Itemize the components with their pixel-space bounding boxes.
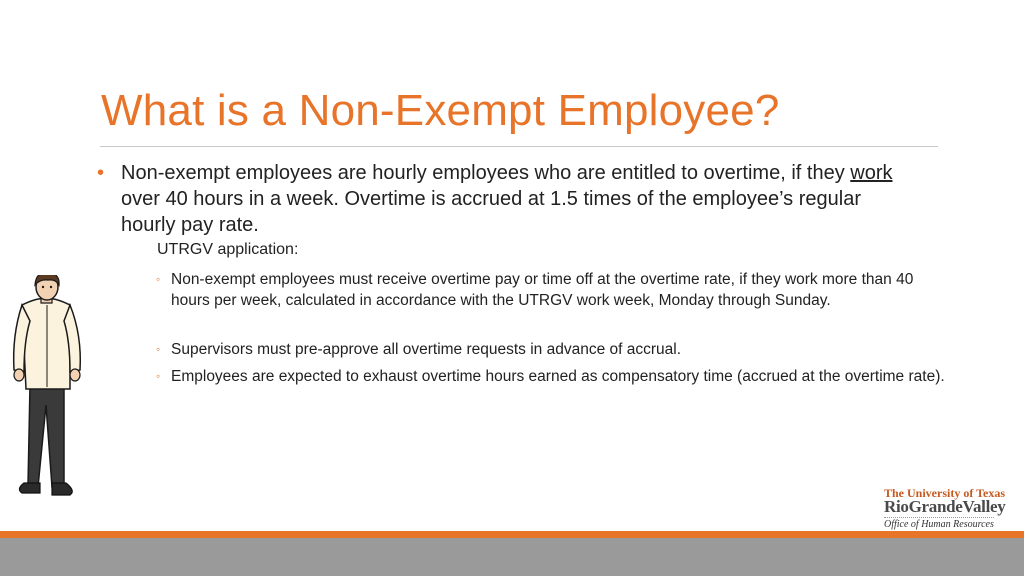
- slide-title: What is a Non-Exempt Employee?: [101, 86, 780, 135]
- logo-campus-text: RioGrandeValley: [884, 497, 1006, 516]
- sub-bullet-icon: ◦: [156, 369, 161, 383]
- main-bullet-text-end: over 40 hours in a week. Overtime is accrued at 1.5 times of the employee’s regular hourly pay rate.: [121, 188, 861, 236]
- utrgv-logo: [884, 486, 1018, 530]
- footer-bar: [0, 538, 1024, 576]
- sub-bullet-icon: ◦: [156, 342, 161, 356]
- sub-heading: UTRGV application:: [157, 241, 299, 258]
- footer-accent-bar: [0, 531, 1024, 538]
- logo-office-text: Office of Human Resources: [884, 519, 994, 530]
- sub-bullet-item: [156, 339, 946, 360]
- title-divider: [100, 146, 938, 147]
- sub-bullet-text: Supervisors must pre-approve all overtime requests in advance of accrual.: [171, 341, 682, 358]
- standing-man-illustration: [8, 275, 88, 505]
- main-bullet-text-start: Non-exempt employees are hourly employees who are entitled to overtime, if they: [121, 162, 851, 184]
- sub-bullet-icon: ◦: [156, 272, 161, 286]
- main-bullet: [97, 160, 921, 238]
- sub-bullet-text: Employees are expected to exhaust overtime hours earned as compensatory time (accrued at the overtime rate).: [171, 368, 945, 385]
- logo-dotted-divider: [884, 517, 994, 518]
- sub-bullet-item: [156, 269, 946, 311]
- bullet-icon: •: [97, 162, 105, 184]
- main-bullet-underlined-word: work: [850, 162, 893, 184]
- sub-bullet-text: Non-exempt employees must receive overtime pay or time off at the overtime rate, if they work more than 40 hours per week, calculated in accordance with the UTRGV work week, Monday through Sunday.: [171, 271, 914, 309]
- logo-university-text: The University of Texas: [884, 486, 1006, 500]
- sub-bullet-item: [156, 366, 946, 387]
